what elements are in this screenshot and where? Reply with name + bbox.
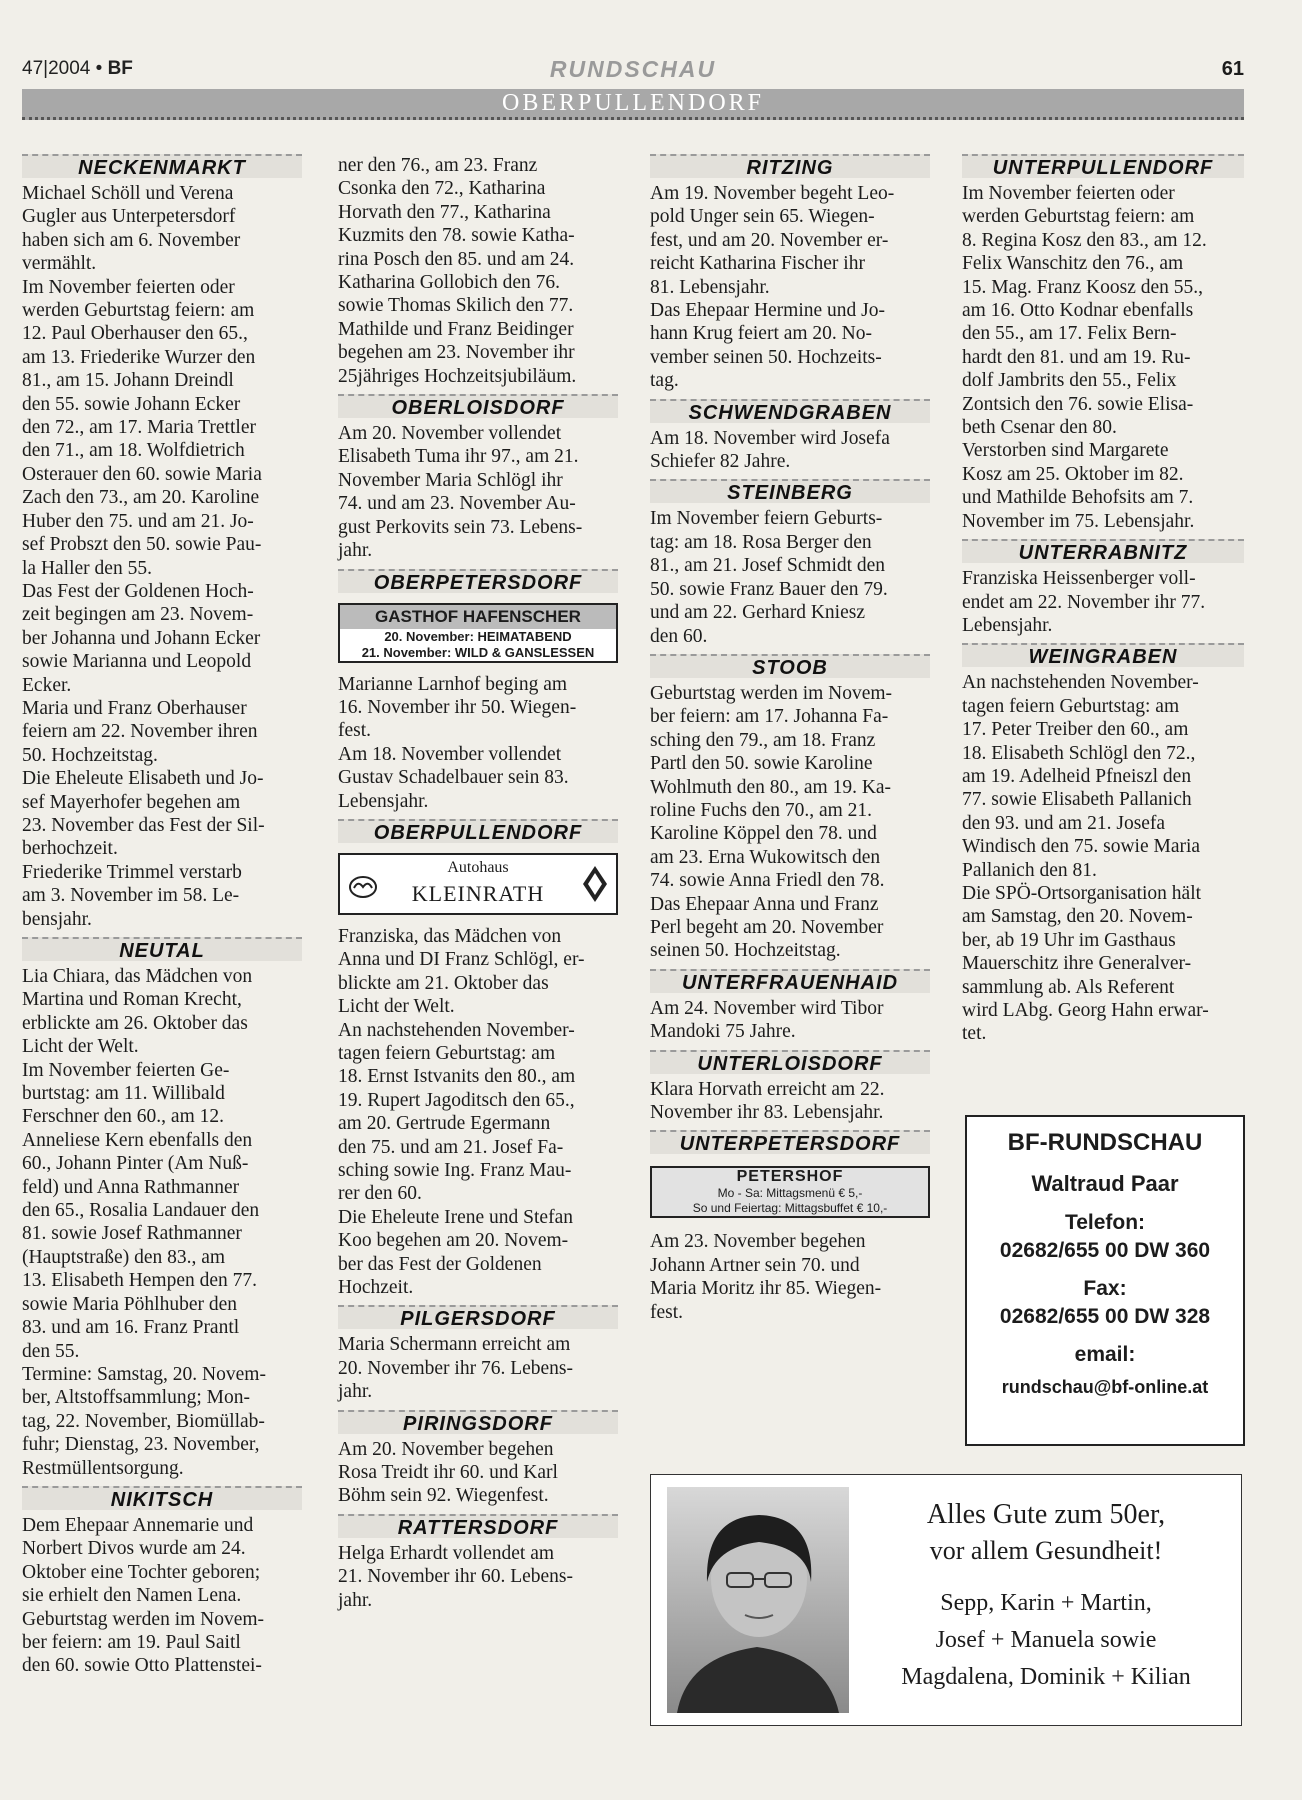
text-line: dolf Jambrits den 55., Felix <box>962 370 1177 392</box>
text-line: reicht Katharina Fischer ihr <box>650 253 865 275</box>
text-line: Verstorben sind Margarete <box>962 440 1169 462</box>
text-line: tag: am 18. Rosa Berger den <box>650 531 872 553</box>
text-line: am 16. Otto Kodnar ebenfalls <box>962 300 1194 322</box>
text-line: wird LAbg. Georg Hahn erwar- <box>962 1000 1209 1021</box>
text-line: tet. <box>962 1023 987 1045</box>
greeting-names-line: Josef + Manuela sowie <box>935 1627 1157 1653</box>
text-line: am 3. November im 58. Le- <box>22 885 240 907</box>
text-line: zeit begingen am 23. Novem- <box>22 604 254 626</box>
text-line: Windisch den 75. sowie Maria <box>962 836 1201 858</box>
section-heading-neckenmarkt: NECKENMARKT <box>22 154 302 178</box>
text-line: den 55. <box>22 1340 80 1362</box>
ad-gasthof-hafenscher <box>338 603 618 663</box>
text-line: roline Fuchs den 70., am 21. <box>650 799 873 821</box>
text-line: Friederike Trimmel verstarb <box>22 861 242 883</box>
text-line: den 55. sowie Johann Ecker <box>22 393 241 415</box>
text-line: 81., am 15. Johann Dreindl <box>22 370 234 392</box>
section-heading-pilgersdorf: PILGERSDORF <box>338 1305 618 1329</box>
text-line: den 93. und am 21. Josefa <box>962 812 1166 834</box>
text-line: sef Mayerhofer begehen am <box>22 791 241 813</box>
text-line: Maria Schermann erreicht am <box>338 1334 571 1356</box>
text-line: hardt den 81. und am 19. Ru- <box>962 346 1191 368</box>
text-line: 13. Elisabeth Hempen den 77. <box>22 1270 258 1292</box>
text-line: tag. <box>650 370 679 392</box>
text-line: beth Csenar den 80. <box>962 417 1117 439</box>
section-heading-rattersdorf: RATTERSDORF <box>338 1514 618 1538</box>
text-line: An nachstehenden November- <box>962 672 1199 694</box>
text-line: fest, und am 20. November er- <box>650 229 889 251</box>
ad-petershof-line: Mo - Sa: Mittagsmenü € 5,- <box>717 1186 863 1201</box>
article-oberloisdorf <box>338 422 618 562</box>
text-line: sowie Maria Pöhlhuber den <box>22 1293 237 1315</box>
text-line: jahr. <box>338 540 373 562</box>
section-heading-schwendgraben: SCHWENDGRABEN <box>650 399 930 423</box>
text-line: bensjahr. <box>22 908 92 930</box>
text-line: Am 20. November begehen <box>338 1438 554 1460</box>
text-line: und Mathilde Behofsits am 7. <box>962 487 1194 509</box>
text-line: 25jähriges Hochzeitsjubiläum. <box>338 365 577 387</box>
text-line: haben sich am 6. November <box>22 229 241 251</box>
text-line: ber Johanna und Johann Ecker <box>22 627 261 649</box>
text-line: Lia Chiara, das Mädchen von <box>22 966 253 987</box>
article-schwendgraben <box>650 427 930 474</box>
text-line: Franziska, das Mädchen von <box>338 925 562 947</box>
text-line: 74. und am 23. November Au- <box>338 493 576 515</box>
text-line: 23. November das Fest der Sil- <box>22 814 265 836</box>
text-line: sching sowie Ing. Franz Mau- <box>338 1160 572 1181</box>
section-heading-nikitsch: NIKITSCH <box>22 1486 302 1510</box>
text-line: 77. sowie Elisabeth Pallanich <box>962 789 1192 811</box>
text-line: November Maria Schlögl ihr <box>338 469 563 491</box>
text-line: werden Geburtstag feiern: am <box>22 300 255 322</box>
ad-petershof <box>650 1166 930 1218</box>
text-line: Horvath den 77., Katharina <box>338 201 551 223</box>
text-line: tagen feiern Geburtstag: am <box>338 1042 556 1064</box>
issue-label: 47|2004 • <box>22 58 103 79</box>
text-line: Huber den 75. und am 21. Jo- <box>22 510 254 532</box>
text-line: erblickte am 26. Oktober das <box>22 1012 248 1034</box>
text-line: (Hauptstraße) den 83., am <box>22 1246 226 1268</box>
text-line: Restmüllentsorgung. <box>22 1457 184 1479</box>
text-line: den 55., am 17. Felix Bern- <box>962 323 1177 345</box>
text-line: Am 18. November vollendet <box>338 743 562 765</box>
text-line: Am 20. November vollendet <box>338 423 562 445</box>
ad-kleinrath-name: KLEINRATH <box>411 880 545 906</box>
article-piringsdorf <box>338 1438 618 1508</box>
article-neutal <box>22 965 302 1480</box>
greeting-line: Alles Gute zum 50er, <box>926 1499 1166 1530</box>
text-line: den 65., Rosalia Landauer den <box>22 1200 260 1222</box>
section-heading-stoob: STOOB <box>650 654 930 678</box>
text-line: 81. Lebensjahr. <box>650 276 770 298</box>
text-line: Licht der Welt. <box>338 996 455 1018</box>
phone-label: Telefon: <box>1064 1211 1146 1234</box>
text-line: Hochzeit. <box>338 1277 414 1299</box>
article-oberpullendorf <box>338 925 618 1300</box>
text-line: Mauerschitz ihre Generalver- <box>962 953 1192 975</box>
text-line: gust Perkovits sein 73. Lebens- <box>338 516 583 538</box>
text-line: Rosa Treidt ihr 60. und Karl <box>338 1462 558 1484</box>
text-line: am 23. Erna Wukowitsch den <box>650 846 881 868</box>
text-line: tag, 22. November, Biomüllab- <box>22 1410 265 1432</box>
text-line: Elisabeth Tuma ihr 97., am 21. <box>338 446 579 468</box>
article-weingraben <box>962 671 1244 1046</box>
section-heading-unterrabnitz: UNTERRABNITZ <box>962 539 1244 563</box>
text-line: hann Krug feiert am 20. No- <box>650 323 873 345</box>
text-line: Die Eheleute Irene und Stefan <box>338 1206 573 1228</box>
text-line: den 71., am 18. Wolfdietrich <box>22 440 245 462</box>
text-line: sching den 79., am 18. Franz <box>650 729 876 751</box>
section-heading-unterpetersdorf: UNTERPETERSDORF <box>650 1130 930 1154</box>
text-line: am 13. Friederike Wurzer den <box>22 346 256 368</box>
text-line: den 60. <box>650 625 708 647</box>
text-line: 18. Ernst Istvanits den 80., am <box>338 1066 576 1088</box>
renault-logo-icon <box>582 865 608 908</box>
ad-hafenscher-line: 20. November: HEIMATABEND <box>384 628 572 644</box>
text-line: am 19. Adelheid Pfneiszl den <box>962 765 1192 787</box>
greeting-names <box>861 1585 1231 1696</box>
text-line: Termine: Samstag, 20. Novem- <box>22 1363 266 1385</box>
text-line: Schiefer 82 Jahre. <box>650 451 791 473</box>
section-title: RUNDSCHAU <box>549 56 717 82</box>
section-heading-oberpullendorf: OBERPULLENDORF <box>338 819 618 843</box>
text-line: Klara Horvath erreicht am 22. <box>650 1078 885 1100</box>
article-continuation <box>338 154 618 388</box>
contact-box <box>965 1115 1245 1446</box>
region-title: OBERPULLENDORF <box>501 90 765 116</box>
text-line: Koo begehen am 20. Novem- <box>338 1230 569 1252</box>
greeting-line: vor allem Gesundheit! <box>929 1536 1163 1565</box>
text-line: Am 18. November wird Josefa <box>650 427 890 449</box>
text-line: 12. Paul Oberhauser den 65., <box>22 323 248 345</box>
text-line: vermählt. <box>22 253 97 275</box>
text-line: 8. Regina Kosz den 83., am 12. <box>962 229 1207 251</box>
text-line: endet am 22. November ihr 77. <box>962 591 1206 613</box>
text-line: November im 75. Lebensjahr. <box>962 510 1195 532</box>
section-heading-steinberg: STEINBERG <box>650 479 930 503</box>
section-heading-ritzing: RITZING <box>650 154 930 178</box>
text-line: Martina und Roman Krecht, <box>22 989 242 1011</box>
text-line: sef Probszt den 50. sowie Pau- <box>22 534 262 556</box>
greeting-names-line: Sepp, Karin + Martin, <box>940 1590 1152 1616</box>
text-line: Kosz am 25. Oktober im 82. <box>962 463 1184 485</box>
column-2 <box>338 154 618 1612</box>
text-line: fest. <box>650 1301 684 1323</box>
text-line: Mandoki 75 Jahre. <box>650 1021 796 1043</box>
text-line: Die Eheleute Elisabeth und Jo- <box>22 768 264 790</box>
brand-label: BF <box>107 58 133 79</box>
text-line: sowie Thomas Skilich den 77. <box>338 295 574 317</box>
phone-number: 02682/655 00 DW 360 <box>999 1239 1211 1262</box>
text-line: Das Ehepaar Hermine und Jo- <box>650 300 885 322</box>
fax-number: 02682/655 00 DW 328 <box>999 1305 1211 1328</box>
text-line: am Samstag, den 20. Novem- <box>962 906 1193 928</box>
text-line: pold Unger sein 65. Wiegen- <box>650 206 875 228</box>
masthead <box>22 58 1244 86</box>
text-line: ber feiern: am 17. Johanna Fa- <box>650 706 889 728</box>
text-line: 81., am 21. Josef Schmidt den <box>650 555 886 577</box>
region-banner <box>22 89 1244 120</box>
text-line: 81. sowie Josef Rathmanner <box>22 1223 242 1245</box>
section-heading-weingraben: WEINGRABEN <box>962 643 1244 667</box>
text-line: sowie Marianna und Leopold <box>22 651 252 673</box>
text-line: ner den 76., am 23. Franz <box>338 155 538 176</box>
text-line: 16. November ihr 50. Wiegen- <box>338 696 577 718</box>
text-line: Lebensjahr. <box>962 614 1053 636</box>
text-line: 50. sowie Franz Bauer den 79. <box>650 578 888 600</box>
column-3 <box>650 154 930 1324</box>
article-unterrabnitz <box>962 567 1244 637</box>
text-line: Katharina Gollobich den 76. <box>338 272 561 294</box>
text-line: Ferschner den 60., am 12. <box>22 1106 224 1128</box>
text-line: Mathilde und Franz Beidinger <box>338 318 574 340</box>
text-line: Norbert Divos wurde am 24. <box>22 1538 246 1560</box>
text-line: ber das Fest der Goldenen <box>338 1253 542 1275</box>
text-line: fuhr; Dienstag, 23. November, <box>22 1434 260 1456</box>
text-line: November ihr 83. Lebensjahr. <box>650 1102 884 1123</box>
text-line: Licht der Welt. <box>22 1036 139 1058</box>
article-pilgersdorf <box>338 1333 618 1403</box>
section-heading-unterloisdorf: UNTERLOISDORF <box>650 1050 930 1074</box>
greeting-text <box>861 1497 1231 1696</box>
text-line: Gustav Schadelbauer sein 83. <box>338 767 569 789</box>
greeting-names-line: Magdalena, Dominik + Kilian <box>901 1664 1191 1690</box>
text-line: 17. Peter Treiber den 60., am <box>962 719 1189 741</box>
text-line: Zach den 73., am 20. Karoline <box>22 487 260 509</box>
ad-hafenscher-line: 21. November: WILD & GANSLESSEN <box>361 644 595 660</box>
text-line: Das Fest der Goldenen Hoch- <box>22 580 254 602</box>
ad-petershof-title: PETERSHOF <box>736 1168 844 1186</box>
text-line: 15. Mag. Franz Koosz den 55., <box>962 276 1203 298</box>
text-line: tagen feiern Geburtstag: am <box>962 695 1180 717</box>
text-line: ber feiern: am 19. Paul Saitl <box>22 1631 241 1653</box>
text-line: Gugler aus Unterpetersdorf <box>22 206 236 228</box>
article-nikitsch <box>22 1514 302 1678</box>
text-line: blickte am 21. Oktober das <box>338 972 549 994</box>
section-heading-oberpetersdorf: OBERPETERSDORF <box>338 569 618 593</box>
text-line: feld) und Anna Rathmanner <box>22 1176 240 1198</box>
text-line: den 75. und am 21. Josef Fa- <box>338 1136 564 1158</box>
contact-brand: BF-RUNDSCHAU <box>1007 1129 1203 1156</box>
text-line: 19. Rupert Jagoditsch den 65., <box>338 1089 575 1111</box>
ad-petershof-line: So und Feiertag: Mittagsbuffet € 10,- <box>692 1201 888 1216</box>
text-line: Im November feierten Ge- <box>22 1059 230 1081</box>
text-line: Im November feierten oder <box>22 276 235 298</box>
text-line: den 60. sowie Otto Plattenstei- <box>22 1655 262 1677</box>
text-line: Im November feiern Geburts- <box>650 508 883 530</box>
text-line: feiern am 22. November ihren <box>22 721 258 743</box>
text-line: rina Posch den 85. und am 24. <box>338 248 575 270</box>
section-heading-oberloisdorf: OBERLOISDORF <box>338 394 618 418</box>
article-stoob <box>650 682 930 963</box>
article-unterloisdorf <box>650 1078 930 1125</box>
text-line: jahr. <box>338 1381 373 1403</box>
article-unterpullendorf <box>962 182 1244 533</box>
text-line: Am 19. November begeht Leo- <box>650 183 895 204</box>
ad-autohaus-kleinrath <box>338 853 618 915</box>
text-line: 20. November ihr 76. Lebens- <box>338 1357 574 1379</box>
text-line: Das Ehepaar Anna und Franz <box>650 893 879 915</box>
article-unterfrauenhaid <box>650 997 930 1044</box>
article-steinberg <box>650 507 930 647</box>
text-line: Geburtstag werden im Novem- <box>22 1608 265 1630</box>
text-line: ber, Altstoffsammlung; Mon- <box>22 1387 250 1409</box>
text-line: jahr. <box>338 1589 373 1611</box>
portrait-photo <box>667 1487 849 1713</box>
text-line: Wohlmuth den 80., am 19. Ka- <box>650 776 892 798</box>
article-unterpetersdorf <box>650 1230 930 1324</box>
text-line: Franziska Heissenberger voll- <box>962 568 1196 590</box>
text-line: 21. November ihr 60. Lebens- <box>338 1566 574 1588</box>
text-line: 50. Hochzeitstag. <box>22 744 158 766</box>
text-line: begehen am 23. November ihr <box>338 342 575 364</box>
text-line: Dem Ehepaar Annemarie und <box>22 1514 254 1536</box>
text-line: 60., Johann Pinter (Am Nuß- <box>22 1153 249 1175</box>
text-line: Maria und Franz Oberhauser <box>22 697 247 719</box>
text-line: Johann Artner sein 70. und <box>650 1254 860 1276</box>
text-line: Helga Erhardt vollendet am <box>338 1542 555 1564</box>
text-line: berhochzeit. <box>22 838 118 860</box>
article-oberpetersdorf <box>338 673 618 813</box>
ad-hafenscher-title: GASTHOF HAFENSCHER <box>340 605 616 629</box>
text-line: ber, ab 19 Uhr im Gasthaus <box>962 929 1176 951</box>
text-line: la Haller den 55. <box>22 557 152 579</box>
ad-kleinrath-top: Autohaus <box>447 858 509 876</box>
section-heading-neutal: NEUTAL <box>22 937 302 961</box>
text-line: Pallanich den 81. <box>962 859 1097 881</box>
text-line: Csonka den 72., Katharina <box>338 178 546 200</box>
text-line: vember seinen 50. Hochzeits- <box>650 346 882 368</box>
section-heading-unterfrauenhaid: UNTERFRAUENHAID <box>650 969 930 993</box>
text-line: sammlung ab. Als Referent <box>962 976 1175 998</box>
section-heading-unterpullendorf: UNTERPULLENDORF <box>962 154 1244 178</box>
text-line: Geburtstag werden im Novem- <box>650 682 893 704</box>
section-heading-piringsdorf: PIRINGSDORF <box>338 1410 618 1434</box>
text-line: seinen 50. Hochzeitstag. <box>650 940 841 962</box>
email-label: email: <box>1074 1343 1136 1366</box>
text-line: Anneliese Kern ebenfalls den <box>22 1129 253 1151</box>
fax-label: Fax: <box>1083 1277 1127 1300</box>
column-4 <box>962 154 1244 1046</box>
article-neckenmarkt <box>22 182 302 931</box>
text-line: Am 24. November wird Tibor <box>650 997 884 1019</box>
text-line: Lebensjahr. <box>338 790 429 812</box>
text-line: Anna und DI Franz Schlögl, er- <box>338 949 585 971</box>
text-line: Am 23. November begehen <box>650 1231 866 1253</box>
birthday-greeting-ad <box>650 1474 1242 1726</box>
text-line: sie erhielt den Namen Lena. <box>22 1585 242 1607</box>
text-line: 83. und am 16. Franz Prantl <box>22 1317 240 1339</box>
article-rattersdorf <box>338 1542 618 1612</box>
text-line: werden Geburtstag feiern: am <box>962 206 1195 228</box>
text-line: Ecker. <box>22 674 72 696</box>
text-line: Michael Schöll und Verena <box>22 183 234 204</box>
text-line: Im November feierten oder <box>962 183 1175 204</box>
text-line: 74. sowie Anna Friedl den 78. <box>650 870 885 892</box>
page-number: 61 <box>1221 58 1244 80</box>
text-line: burtstag: am 11. Willibald <box>22 1083 225 1105</box>
text-line: Felix Wanschitz den 76., am <box>962 253 1184 275</box>
text-line: am 20. Gertrude Egermann <box>338 1113 551 1135</box>
text-line: Osterauer den 60. sowie Maria <box>22 463 262 485</box>
text-line: und am 22. Gerhard Kniesz <box>650 602 865 624</box>
text-line: Die SPÖ-Ortsorganisation hält <box>962 882 1202 904</box>
text-line: An nachstehenden November- <box>338 1019 575 1041</box>
text-line: Kuzmits den 78. sowie Katha- <box>338 225 575 247</box>
text-line: Oktober eine Tochter geboren; <box>22 1561 261 1583</box>
text-line: Böhm sein 92. Wiegenfest. <box>338 1485 549 1507</box>
text-line: Zontsich den 76. sowie Elisa- <box>962 393 1194 415</box>
column-1 <box>22 154 302 1678</box>
text-line: den 72., am 17. Maria Trettler <box>22 417 256 439</box>
text-line: Marianne Larnhof beging am <box>338 673 568 695</box>
email-address[interactable]: rundschau@bf-online.at <box>1001 1377 1209 1397</box>
text-line: 18. Elisabeth Schlögl den 72., <box>962 742 1196 764</box>
text-line: Partl den 50. sowie Karoline <box>650 753 873 775</box>
text-line: Karoline Köppel den 78. und <box>650 823 877 845</box>
article-ritzing <box>650 182 930 393</box>
contact-name: Waltraud Paar <box>1031 1171 1179 1196</box>
text-line: rer den 60. <box>338 1183 422 1205</box>
text-line: Perl begeht am 20. November <box>650 916 884 938</box>
text-line: fest. <box>338 720 372 742</box>
text-line: Maria Moritz ihr 85. Wiegen- <box>650 1278 882 1300</box>
